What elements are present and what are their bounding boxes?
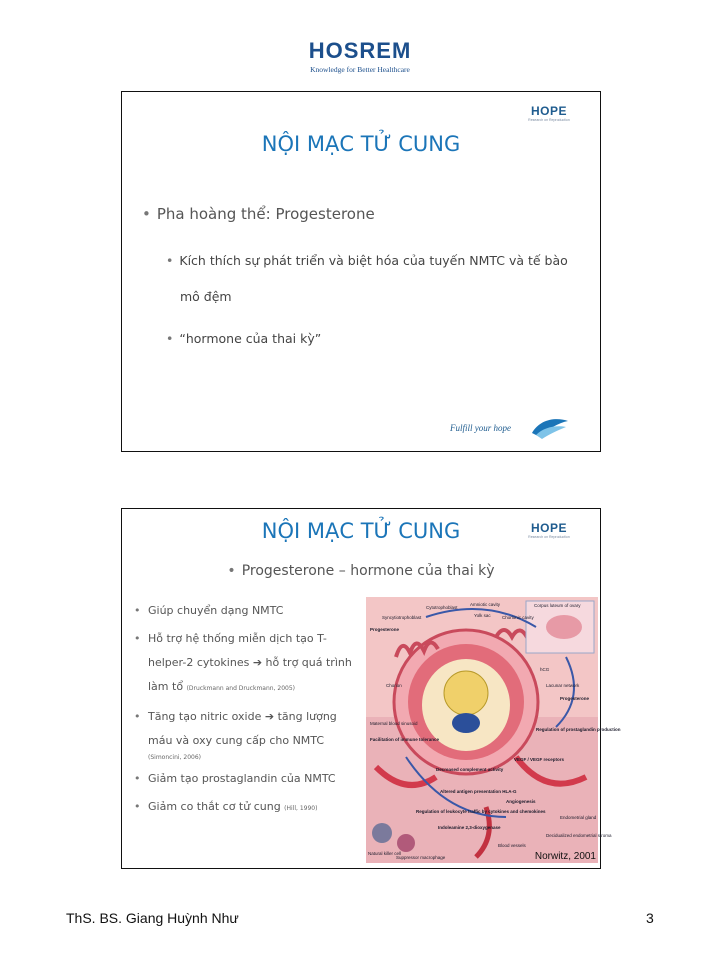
implantation-figure [366,597,621,863]
fig-label: Yolk sac [474,613,491,618]
slide-1-bullet: • Pha hoàng thể: Progesterone [142,205,375,223]
citation: (Simoncini, 2006) [148,754,201,761]
fig-label: Syncytiotrophoblast [382,615,422,620]
slide-2-subtitle: • Progesterone – hormone của thai kỳ [227,563,495,579]
implantation-illustration [366,597,621,863]
slide-2-title: NỘI MẠC TỬ CUNG [261,519,461,543]
hope-logo-subtext: Research on Reproduction [528,535,570,539]
fig-label: Regulation of leukocyte traffic by cytokines and chemokines [416,809,546,814]
fig-label: Altered antigen presentation HLA-G [440,789,517,794]
hosrem-logo-text: HOSREM [308,38,412,63]
footer-author: ThS. BS. Giang Huỳnh Như [66,910,239,926]
fig-label: Chorion [386,683,402,688]
fulfill-slogan [450,415,570,441]
slide-1-sub-bullet: • “hormone của thai kỳ” [166,331,322,346]
fig-label: Regulation of prostaglandin production [536,727,621,732]
slide-1 [121,91,601,452]
fig-label: Amniotic cavity [470,602,501,607]
fig-label: VEGF / VEGF receptors [514,757,565,762]
page-number: 3 [646,910,654,926]
fig-label: Natural killer cell [368,851,402,856]
slogan-text: Fulfill your hope [450,423,511,433]
list-item: • Giảm co thắt cơ tử cung (Hill, 1990) [134,800,318,813]
fig-label: Angiogenesis [506,799,536,804]
hope-logo-text: HOPE [530,104,567,118]
list-item: • Tăng tạo nitric oxide ➔ tăng lượng máu và oxy cung cấp cho NMTC (Simoncini, 2006) [134,705,359,763]
slide-2-bullet-list [134,599,359,825]
slide-2 [121,508,621,869]
fig-label: Progesterone [370,627,400,632]
fig-label: Maternal blood sinusoid [370,721,418,726]
fig-label: Decreased complement activity [436,767,504,772]
hope-logo [526,104,572,126]
fig-label: Endometrial gland [560,815,597,820]
fig-label: Blood vessels [498,843,526,848]
fig-label: Facilitation of immune tolerance [370,737,440,742]
list-item: • Giảm tạo prostaglandin của NMTC [134,772,336,785]
hope-wave-icon [530,415,570,439]
fig-label: Suppressor macrophage [396,855,446,860]
list-item: • Giúp chuyển dạng NMTC [134,604,284,617]
list-item: • Hỗ trợ hệ thống miễn dịch tạo T-helper-2 cytokines ➔ hỗ trợ quá trình làm tổ (Druckmann and Druckmann, 2005) [134,632,352,693]
fig-label: Chorionic cavity [502,615,534,620]
slide-1-title: NỘI MẠC TỬ CUNG [261,132,461,156]
fig-label: hCG [540,667,550,672]
fig-label: Corpus luteum of ovary [534,603,581,608]
figure-caption: Norwitz, 2001 [534,851,596,862]
fig-label: Cytotrophoblast [426,605,458,610]
hosrem-tagline: Knowledge for Better Healthcare [310,65,410,74]
citation: (Druckmann and Druckmann, 2005) [186,685,296,692]
hope-logo-text: HOPE [530,521,567,535]
fig-label: Lacunar network [546,683,580,688]
fig-label: Progesterone [560,696,590,701]
hope-logo-subtext: Research on Reproduction [528,118,570,122]
fig-label: Decidualized endometrial stroma [546,833,612,838]
citation: (Hill, 1990) [284,805,318,812]
slide-1-sub-bullet: • Kích thích sự phát triển và biệt hóa của tuyến NMTC và tế bào [166,253,568,268]
fig-label: Indoleamine 2,3-dioxygenase [438,825,501,830]
slide-1-sub-bullet-continuation: mô đệm [180,289,232,304]
hosrem-logo [300,38,420,78]
